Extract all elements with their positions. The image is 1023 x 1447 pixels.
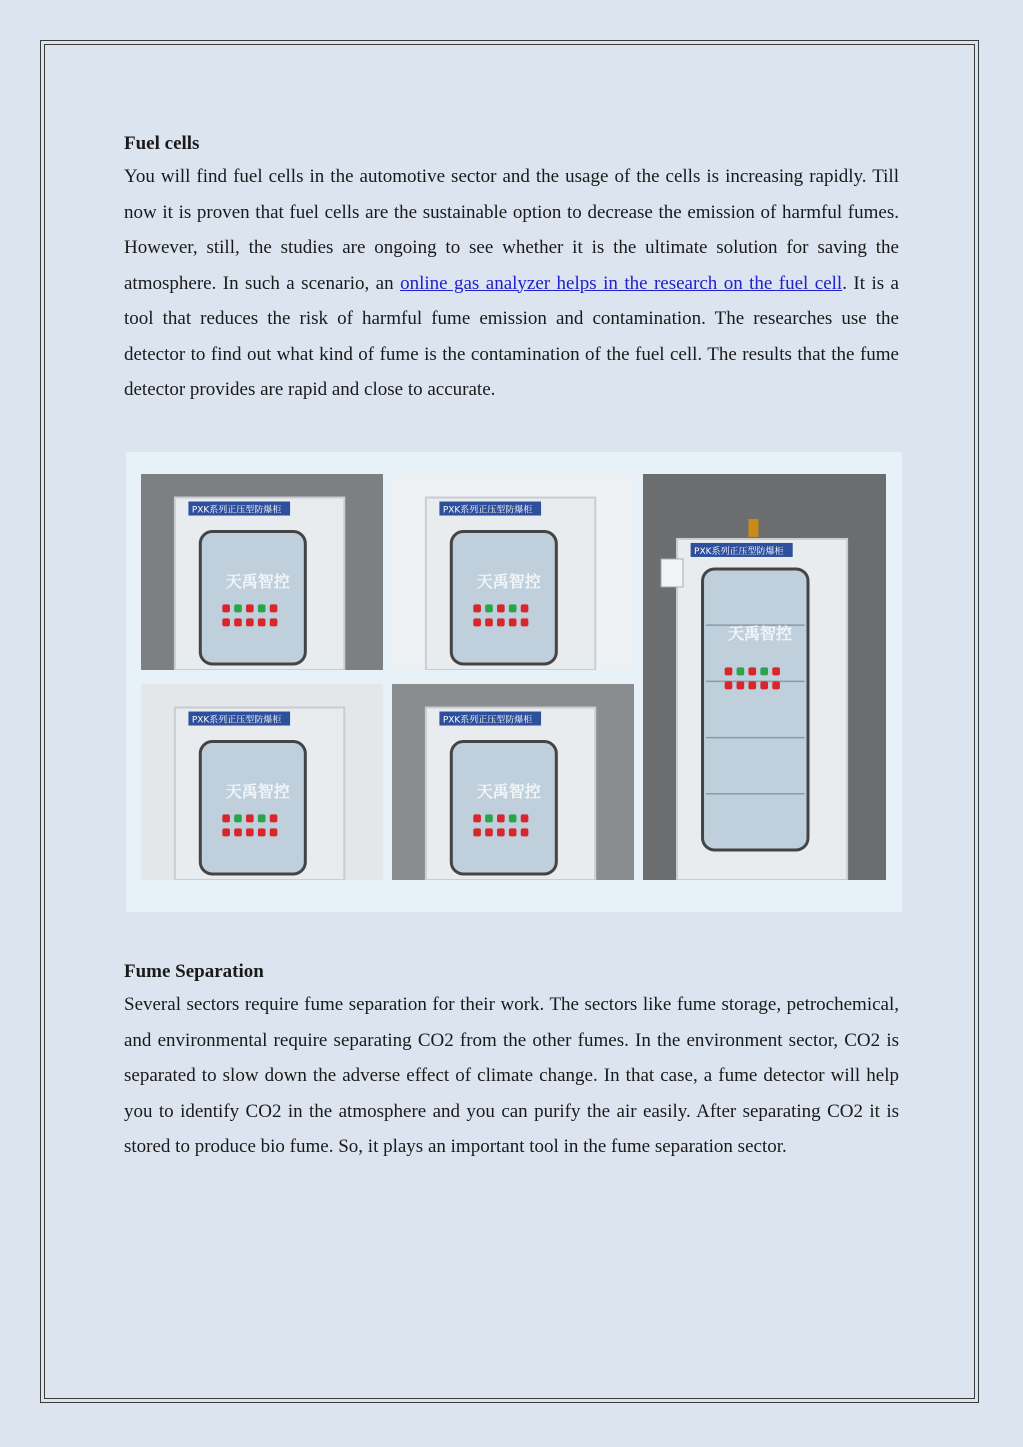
paragraph-text: You will find fuel cells in the automotive sector and the usage of the cells is increasing rapidly. Till now it is proven that fuel cells are the sustainable option to decrease the emission of harmful fumes. However, still, the studies are ongoing to see whether it is the ultimate solution for saving the atmosphere. In such a scenario, an <box>124 166 899 294</box>
cabinet-photo-drawing <box>141 684 383 880</box>
control-button <box>725 681 733 689</box>
cabinet-photo-1 <box>141 474 383 670</box>
control-button <box>234 814 242 822</box>
control-button <box>497 618 505 626</box>
cabinet-window <box>200 532 305 664</box>
cabinet-photo-collage <box>126 452 902 912</box>
control-button <box>748 681 756 689</box>
watermark-text: 天禹智控 <box>476 572 541 592</box>
control-button <box>521 828 529 836</box>
cabinet-window <box>200 742 305 874</box>
control-button <box>748 667 756 675</box>
watermark-text: 天禹智控 <box>728 624 793 644</box>
control-button <box>473 618 481 626</box>
cabinet-photo-drawing <box>643 474 886 880</box>
control-button <box>509 814 517 822</box>
control-button <box>246 828 254 836</box>
control-button <box>258 828 266 836</box>
control-button <box>760 667 768 675</box>
cabinet-photo-drawing <box>392 684 634 880</box>
cabinet-window <box>451 532 556 664</box>
control-button <box>725 667 733 675</box>
control-button <box>497 814 505 822</box>
cabinet-photo-drawing <box>141 474 383 670</box>
control-button <box>270 828 278 836</box>
control-button <box>760 681 768 689</box>
control-button <box>246 618 254 626</box>
control-button <box>246 814 254 822</box>
watermark-text: 天禹智控 <box>476 782 541 802</box>
control-button <box>772 667 780 675</box>
wall-display-box <box>661 559 683 587</box>
control-button <box>521 814 529 822</box>
control-button <box>234 604 242 612</box>
control-button <box>473 604 481 612</box>
cabinet-photo-5 <box>392 684 634 880</box>
paragraph-text: . It is a tool that reduces the risk of harmful fume emission and contamination. The researches use the detector to find out what kind of fume is the contamination of the fuel cell. The results that the fume detector provides are rapid and close to accurate. <box>124 272 899 400</box>
watermark-text: 天禹智控 <box>225 782 290 802</box>
cabinet-photo-4 <box>141 684 383 880</box>
control-button <box>509 604 517 612</box>
section-heading: Fume Separation <box>124 961 264 982</box>
control-button <box>222 828 230 836</box>
cabinet-label-text: PXK系列正压型防爆柜 <box>191 505 282 516</box>
control-button <box>509 618 517 626</box>
control-button <box>222 618 230 626</box>
control-button <box>485 814 493 822</box>
section-fume-separation <box>124 957 899 1165</box>
control-button <box>270 814 278 822</box>
cabinet-label-text: PXK系列正压型防爆柜 <box>191 715 282 726</box>
cabinet-window <box>451 742 556 874</box>
cabinet-photo-3 <box>643 474 886 880</box>
control-button <box>246 604 254 612</box>
control-button <box>234 828 242 836</box>
control-button <box>737 667 745 675</box>
control-button <box>270 618 278 626</box>
section-paragraph <box>124 159 899 408</box>
control-button <box>509 828 517 836</box>
control-button <box>737 681 745 689</box>
control-button <box>485 828 493 836</box>
control-button <box>485 604 493 612</box>
cabinet-label-text: PXK系列正压型防爆柜 <box>694 546 784 557</box>
control-button <box>497 828 505 836</box>
control-button <box>270 604 278 612</box>
control-button <box>485 618 493 626</box>
control-button <box>497 604 505 612</box>
control-button <box>521 604 529 612</box>
warning-beacon <box>748 519 758 537</box>
control-button <box>473 828 481 836</box>
gas-analyzer-link[interactable]: online gas analyzer helps in the research on the fuel cell <box>400 272 843 294</box>
control-button <box>222 604 230 612</box>
control-button <box>772 681 780 689</box>
cabinet-photo-2 <box>392 474 634 670</box>
control-button <box>258 618 266 626</box>
control-button <box>473 814 481 822</box>
control-button <box>222 814 230 822</box>
cabinet-label-text: PXK系列正压型防爆柜 <box>442 715 533 726</box>
cabinet-label-text: PXK系列正压型防爆柜 <box>442 505 533 516</box>
control-button <box>234 618 242 626</box>
cabinet-window <box>703 569 808 850</box>
watermark-text: 天禹智控 <box>225 572 290 592</box>
cabinet-photo-drawing <box>392 474 634 670</box>
section-fuel-cells <box>124 129 899 408</box>
section-paragraph: Several sectors require fume separation for their work. The sectors like fume storage, petrochemical, and environmental require separating CO2 from the other fumes. In the environment sector, CO2 is separated to slow down the adverse effect of climate change. In that case, a fume detector will help you to identify CO2 in the atmosphere and you can purify the air easily. After separating CO2 it is stored to produce bio fume. So, it plays an important tool in the fume separation sector. <box>124 994 899 1157</box>
section-heading: Fuel cells <box>124 133 200 154</box>
control-button <box>521 618 529 626</box>
control-button <box>258 604 266 612</box>
control-button <box>258 814 266 822</box>
